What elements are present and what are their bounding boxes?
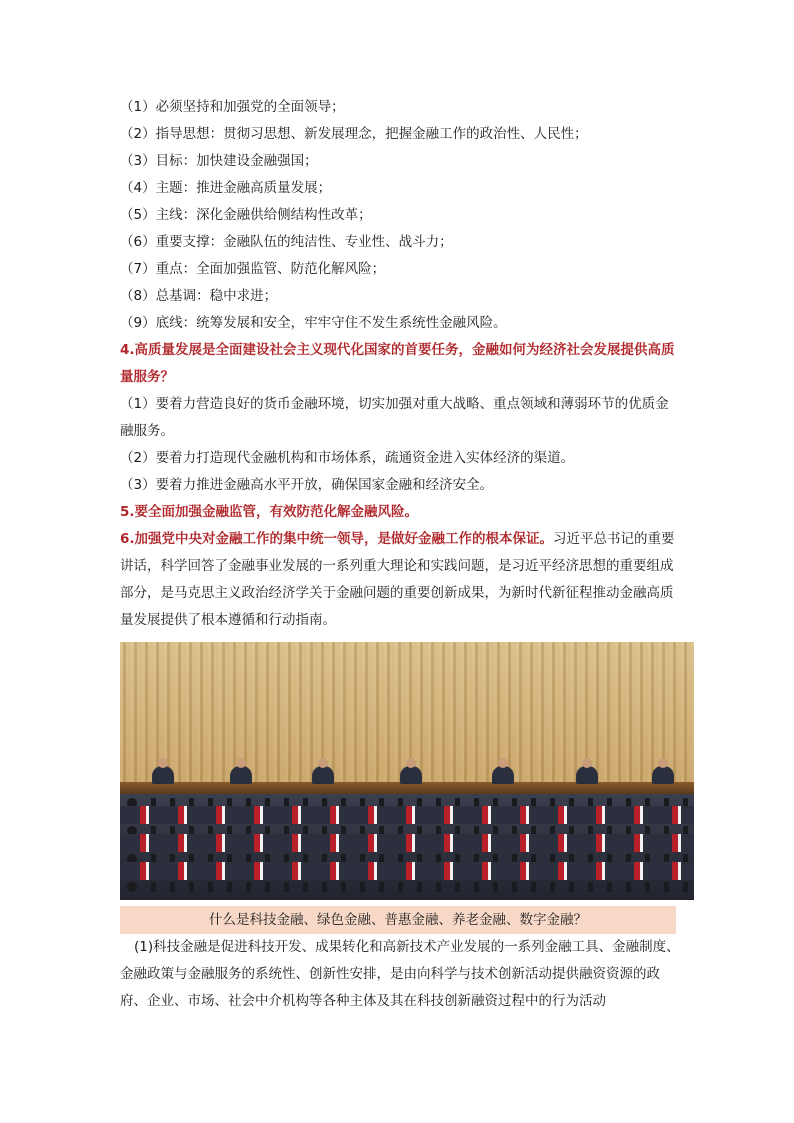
section-1-paragraph: (1)科技金融是促进科技开发、成果转化和高新技术产业发展的一系列金融工具、金融制度、金融政策与金融服务的系统性、创新性安排，是由向科学与技术创新活动提供融资资源的政府、企业、市场、社会中介机构等各种主体及其在科技创新融资过程中的行为活动: [120, 939, 680, 1009]
q4-item: （2）要着力打造现代金融机构和市场体系，疏通资金进入实体经济的渠道。: [120, 450, 575, 466]
conference-photo: [120, 642, 694, 900]
list-item: （2）指导思想：贯彻习思想、新发展理念，把握金融工作的政治性、人民性；: [120, 126, 588, 142]
rostrum-person: [400, 766, 422, 784]
question-6-body: 习近平总书记的重要讲话，科学回答了金融事业发展的一系列重大理论和实践问题，是习近平经济思想的重要组成部分，是马克思主义政治经济学关于金融问题的重要创新成果，为新时代新征程推动金融高质量发展提供了根本遵循和行动指南。: [120, 531, 675, 628]
audience-hall: [120, 794, 694, 900]
list-item: （4）主题：推进金融高质量发展；: [120, 180, 332, 196]
rostrum-person: [230, 766, 252, 784]
list-item: （8）总基调：稳中求进；: [120, 288, 278, 304]
question-5-heading: 5.要全面加强金融监管，有效防范化解金融风险。: [120, 504, 419, 520]
rostrum-person: [152, 766, 174, 784]
audience-row: [120, 834, 694, 852]
list-item: （5）主线：深化金融供给侧结构性改革；: [120, 207, 372, 223]
list-item: （1）必须坚持和加强党的全面领导；: [120, 99, 345, 115]
list-item: （3）目标：加快建设金融强国；: [120, 153, 318, 169]
list-item: （6）重要支撑：金融队伍的纯洁性、专业性、战斗力；: [120, 234, 453, 250]
rostrum-person: [576, 766, 598, 784]
audience-row: [120, 862, 694, 880]
rostrum-person: [492, 766, 514, 784]
rostrum-person: [312, 766, 334, 784]
rostrum-person: [652, 766, 674, 784]
question-6-paragraph: [120, 526, 680, 634]
q4-item: （3）要着力推进金融高水平开放，确保国家金融和经济安全。: [120, 477, 494, 493]
question-6-heading: 6.加强党中央对金融工作的集中统一领导，是做好金融工作的根本保证。: [120, 531, 554, 547]
list-item: （9）底线：统筹发展和安全，牢牢守住不发生系统性金融风险。: [120, 315, 507, 331]
audience-row: [120, 806, 694, 824]
audience-heads: [120, 882, 694, 892]
section-caption: 什么是科技金融、绿色金融、普惠金融、养老金融、数字金融？: [120, 906, 676, 934]
question-4-heading: 4.高质量发展是全面建设社会主义现代化国家的首要任务，金融如何为经济社会发展提供高质量服务？: [120, 342, 675, 385]
q4-item: （1）要着力营造良好的货币金融环境，切实加强对重大战略、重点领域和薄弱环节的优质金融服务。: [120, 396, 669, 439]
list-item: （7）重点：全面加强监管、防范化解风险；: [120, 261, 386, 277]
document-page: [120, 94, 680, 1015]
